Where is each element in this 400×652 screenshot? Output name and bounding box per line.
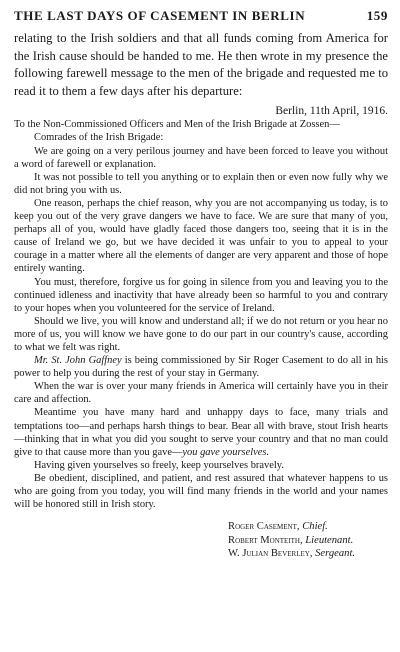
letter-paragraph: When the war is over your many friends in America will certainly have you in their care and affection. [14, 381, 388, 406]
letter-paragraph: Having given yourselves so freely, keep yourselves bravely. [34, 459, 284, 471]
letter-paragraph: We are going on a very perilous journey and have been forced to leave you without a word of farewell or explanation. [14, 145, 388, 170]
signatory-name: Roger Casement [228, 521, 297, 533]
letter-paragraph: One reason, perhaps the chief reason, why you are not accompanying us today, is to keep you out of the very grave dangers we have to face. We are sure that many of you, perhaps all of you, would have gladly faced those dangers too, seeing that it is in the cause of Ireland we go, but we have decided it was unfair to you to appeal to your courage in a matter where all the elements of danger are very apparent and those of hope entirely wanting. [14, 197, 388, 275]
signatory-name: Robert Monteith [228, 534, 300, 546]
letter-paragraph: You must, therefore, forgive us for going in silence from you and leaving you to the continued idleness and inactivity that have already been so harmful to you and contrary to your hopes when you volunteered for the service of Ireland. [14, 276, 388, 314]
letter-paragraph-meantime [14, 406, 388, 458]
page-number: 159 [366, 8, 388, 23]
signatory-name: W. Julian Beverley [228, 548, 310, 559]
gaffney-text: is being commissioned by Sir Roger Casement to do all in his power to help you during the rest of your stay in Germany. [14, 355, 388, 380]
letter-paragraph: It was not possible to tell you anything or to explain then or even now fully why we did not bring you with us. [14, 171, 388, 196]
signatory-rank: Sergeant. [315, 548, 356, 559]
letter-salutation: Comrades of the Irish Brigade: [34, 132, 164, 144]
signatory-rank: Lieutenant. [305, 534, 354, 546]
signature-line: Roger Casement, Chief. [228, 521, 328, 533]
running-header [14, 8, 388, 24]
letter-paragraph: Be obedient, disciplined, and patient, and rest assured that whatever happens to us who are going from you today, you will find many friends in the world and your names will be honored still in Irish story. [14, 472, 388, 511]
meantime-emphasis: you gave yourselves. [182, 446, 270, 458]
running-title: THE LAST DAYS OF CASEMENT IN BERLIN [14, 8, 306, 23]
letter-place-date: Berlin, 11th April, 1916. [275, 105, 388, 118]
signature-block [14, 520, 388, 560]
signatory-rank: Chief. [302, 521, 328, 533]
signature-line: W. Julian Beverley, Sergeant. [228, 548, 356, 559]
intro-paragraph: relating to the Irish soldiers and that all funds coming from America for the Irish cause should be handed to me. He then wrote in my presence the following farewell message to the men of the brigade and requested me to read it to them a few days after his departure: [14, 31, 388, 98]
meantime-text: Meantime you have many hard and unhappy days to face, many trials and temptations too—and perhaps harsh things to bear. Bear all with brave, stout Irish hearts—thinking that in what you did you sought to serve your country and that no man could give to that cause more than you gave— [14, 407, 388, 458]
letter-paragraph: Should we live, you will know and understand all; if we do not return or you hear no more of us, you will know we have gone to do our part in our country's cause, according to what we felt was right. [14, 315, 388, 353]
gaffney-name: Mr. St. John Gaffney [34, 355, 122, 367]
letter-addressee: To the Non-Commissioned Officers and Men of the Irish Brigade at Zossen— [14, 119, 340, 131]
signature-line: Robert Monteith, Lieutenant. [228, 534, 354, 546]
farewell-letter [14, 104, 388, 511]
letter-paragraph-gaffney [14, 354, 388, 380]
